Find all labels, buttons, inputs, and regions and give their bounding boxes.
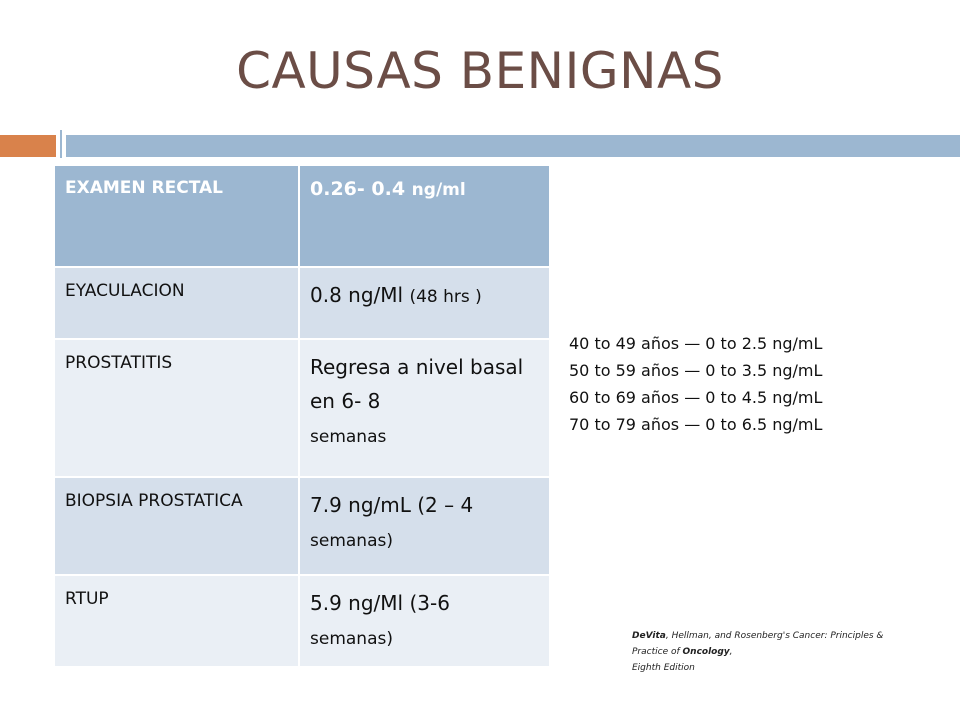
accent-bar-blue <box>66 135 960 157</box>
citation-line3: Eighth Edition <box>632 663 695 673</box>
citation-line2-post: , <box>729 647 733 657</box>
row-label: RTUP <box>54 575 299 667</box>
accent-bar-orange <box>0 135 56 157</box>
age-range-line: 70 to 79 años — 0 to 6.5 ng/mL <box>569 415 823 434</box>
row-value <box>299 339 550 477</box>
table-row <box>54 267 550 339</box>
row-value-small: semanas) <box>310 629 393 649</box>
row-label: BIOPSIA PROSTATICA <box>54 477 299 575</box>
header-value-cell <box>299 165 550 267</box>
citation-author: DeVita <box>632 631 666 641</box>
header-value-main: 0.26- 0.4 <box>310 178 406 200</box>
citation-line2-bold: Oncology <box>682 647 730 657</box>
row-label: EYACULACION <box>54 267 299 339</box>
row-value-small: (48 hrs ) <box>409 287 482 307</box>
row-value-small: semanas <box>310 427 387 447</box>
row-value <box>299 267 550 339</box>
age-range-line: 50 to 59 años — 0 to 3.5 ng/mL <box>569 361 823 380</box>
benign-causes-table <box>53 164 551 668</box>
row-value <box>299 477 550 575</box>
row-value-small: semanas) <box>310 531 393 551</box>
row-label: PROSTATITIS <box>54 339 299 477</box>
row-value-main: Regresa a nivel basal en 6- 8 <box>310 355 524 413</box>
row-value <box>299 575 550 667</box>
accent-bar-separator <box>60 130 62 158</box>
table-row <box>54 575 550 667</box>
age-psa-ranges <box>569 330 949 438</box>
slide-title: CAUSAS BENIGNAS <box>236 42 724 100</box>
header-label-cell <box>54 165 299 267</box>
row-value-main: 0.8 ng/Ml <box>310 283 404 307</box>
age-range-line: 60 to 69 años — 0 to 4.5 ng/mL <box>569 388 823 407</box>
citation-line2-pre: Practice of <box>632 647 683 657</box>
row-value-main: 7.9 ng/mL (2 – 4 <box>310 493 474 517</box>
citation-line1: , Hellman, and Rosenberg's Cancer: Principles & <box>665 631 884 641</box>
table-row <box>54 339 550 477</box>
source-citation <box>632 628 952 676</box>
table-row <box>54 477 550 575</box>
row-value-main: 5.9 ng/Ml (3-6 <box>310 591 450 615</box>
header-label: EXAMEN RECTAL <box>65 178 223 198</box>
header-value-unit: ng/ml <box>411 180 466 200</box>
age-range-line: 40 to 49 años — 0 to 2.5 ng/mL <box>569 334 823 353</box>
table-header-row <box>54 165 550 267</box>
